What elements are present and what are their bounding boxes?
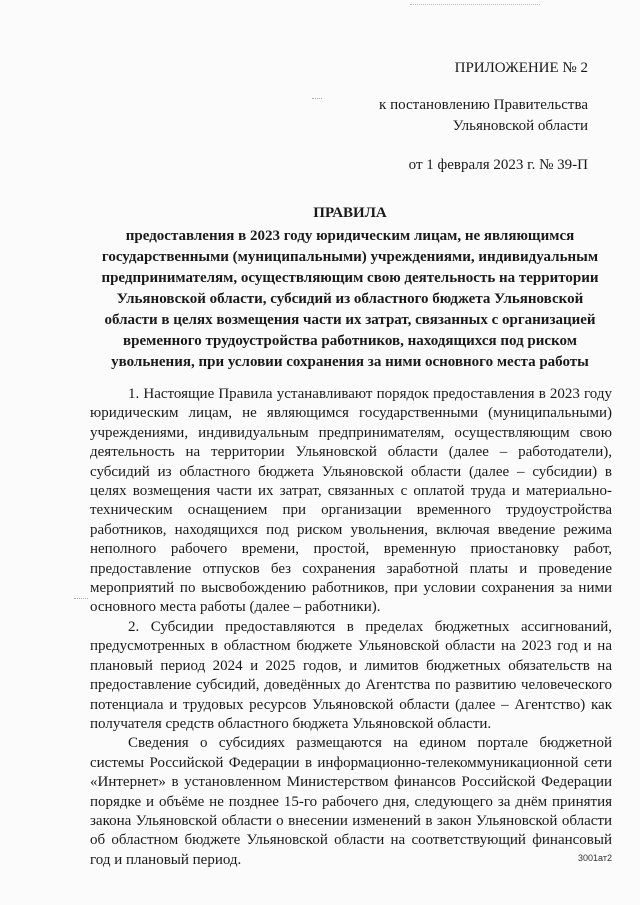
paragraph: 2. Субсидии предоставляются в пределах бюджетных ассигнований, предусмотренных в областном бюджете Ульяновской области на 2023 год и на плановый период 2024 и 2025 годов, и лимитов бюджетных обязательств на предоставление субсидий, доведённых до Агентства по развитию человеческого потенциала и трудовых ресурсов Ульяновской области (далее – Агентство) как получателя средств областного бюджета Ульяновской области. bbox=[90, 618, 612, 732]
reference-line: к постановлению Правительства bbox=[379, 97, 588, 113]
document-heading: ПРАВИЛА bbox=[313, 205, 387, 221]
scan-artifact bbox=[312, 98, 322, 101]
document-title-block bbox=[90, 203, 610, 373]
scan-artifact bbox=[410, 4, 540, 9]
scan-artifact bbox=[74, 598, 88, 601]
paragraph: 1. Настоящие Правила устанавливают порядок предоставления в 2023 году юридическим лицам, не являющимся государственными (муниципальными) учреждениями, индивидуальным предпринимателям, осуществляющим свою деятельность на территории Ульяновской области (далее – работодатели), субсидий из областного бюджета Ульяновской области (далее – субсидии) в целях возмещения части их затрат, связанных с оплатой труда и материально-техническим оснащением при организации временного трудоустройства работников, находящихся под риском увольнения, включая введение режима неполного рабочего времени, простой, временную приостановку работ, предоставление отпусков без сохранения заработной платы и проведение мероприятий по высвобождению работников, при условии сохранения за ними основного места работы (далее – работники). bbox=[90, 386, 612, 616]
document-subtitle: предоставления в 2023 году юридическим лицам, не являющимся государственными (муниципальными) учреждениями, индивидуальным предпринимателям, осуществляющим свою деятельность на территории Ульяновской области, субсидий из областного бюджета Ульяновской области в целях возмещения части их затрат, связанных с организацией временного трудоустройства работников, находящихся под риском увольнения, при условии сохранения за ними основного места работы bbox=[101, 228, 599, 370]
reference-line: Ульяновской области bbox=[452, 118, 588, 134]
appendix-number: ПРИЛОЖЕНИЕ № 2 bbox=[454, 60, 588, 76]
paragraph: Сведения о субсидиях размещаются на едином портале бюджетной системы Российской Федерации в информационно-телекоммуникационной сети «Интернет» в установленном Министерством финансов Российской Федерации порядке и объёме не позднее 15-го рабочего дня, следующего за днём принятия закона Ульяновской области о внесении изменений в закон Ульяновской области об областном бюджете Ульяновской области на соответствующий финансовый год и плановый период. bbox=[90, 735, 612, 868]
footer-code: 3001ат2 bbox=[578, 853, 612, 863]
approval-block bbox=[379, 58, 588, 176]
date-number: от 1 февраля 2023 г. № 39-П bbox=[408, 157, 588, 173]
document-body bbox=[90, 385, 612, 870]
